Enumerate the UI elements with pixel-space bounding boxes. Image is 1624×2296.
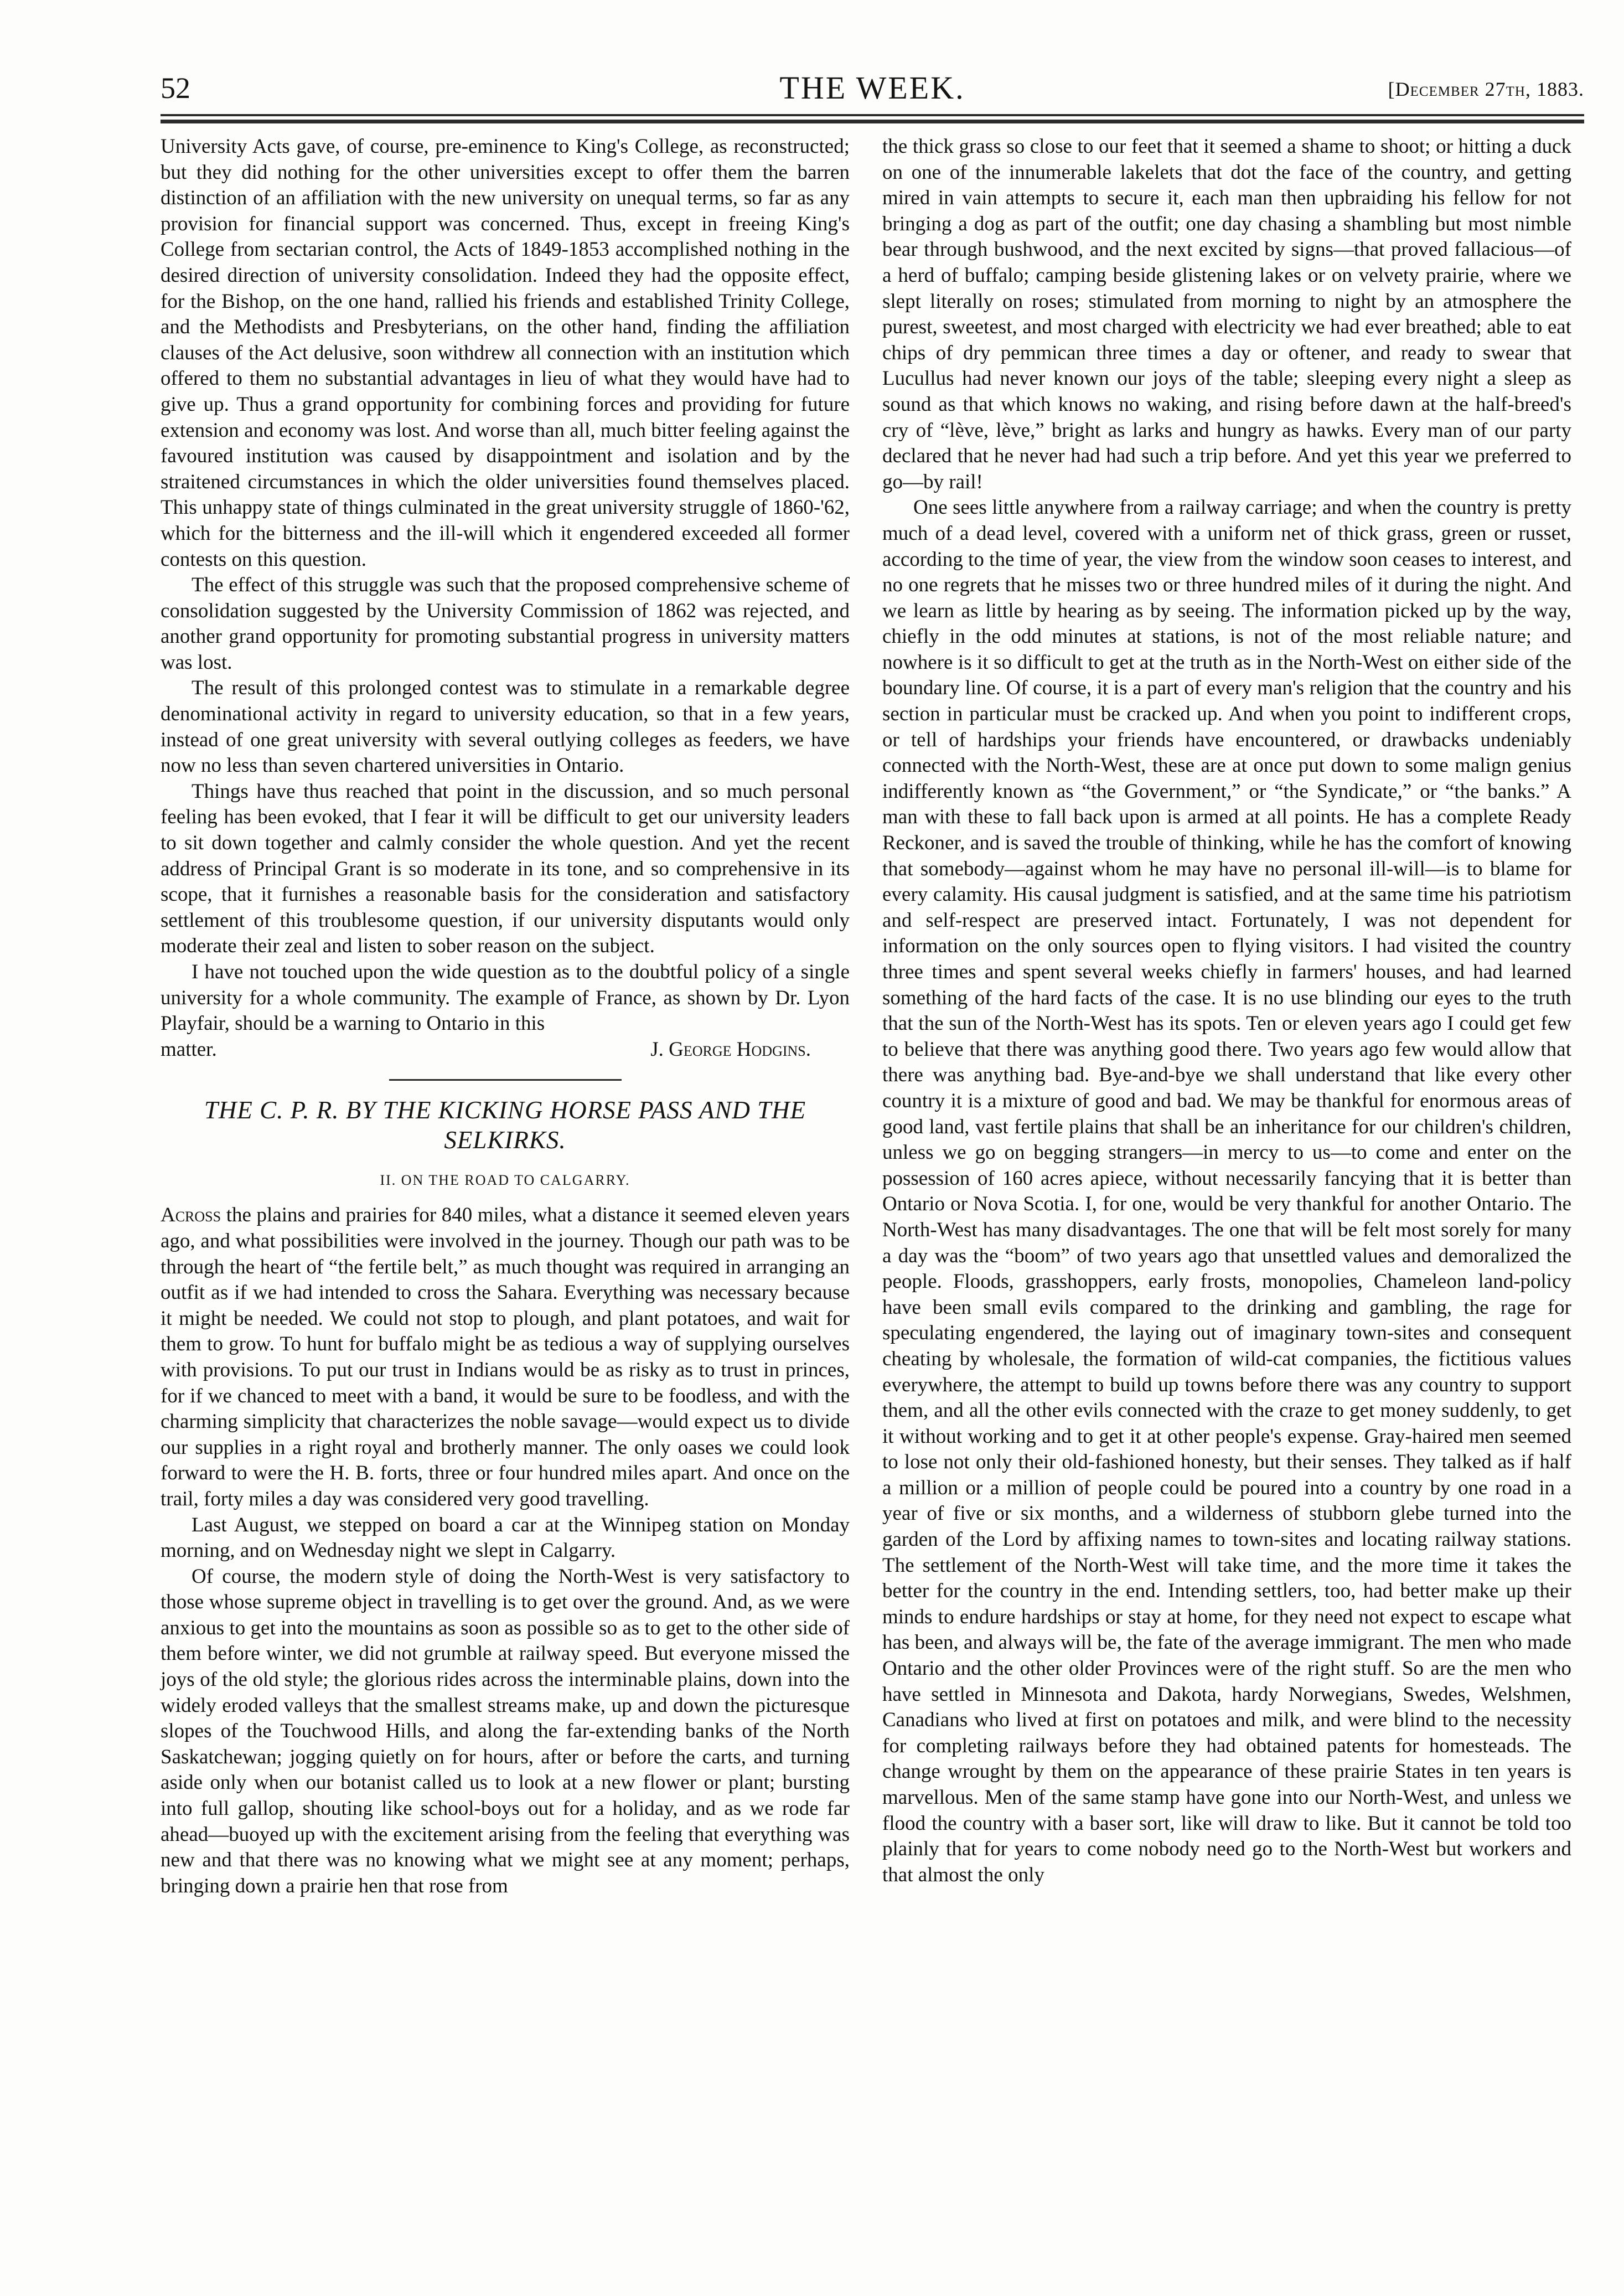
paragraph <box>161 1203 850 1512</box>
article-title: THE C. P. R. BY THE KICKING HORSE PASS AND THE SELKIRKS. <box>204 1096 806 1154</box>
header-rule-thin <box>161 114 1584 116</box>
right-column <box>882 134 1571 1888</box>
article-divider <box>389 1079 622 1081</box>
header-rule-thick <box>161 120 1584 123</box>
paragraph: One sees little anywhere from a railway carriage; and when the country is pretty much of a dead level, covered with a uniform net of thick grass, green or russet, according to the time of year, the view from the window soon ceases to interest, and no one regrets that he misses two or three hundred miles of it during the night. And we learn as little by hearing as by seeing. The information picked up by the way, chiefly in the odd minutes at stations, is not of the most reliable nature; and nowhere is it so difficult to get at the truth as in the North-West on either side of the boundary line. Of course, it is a part of every man's religion that the country and his section in particular must be cracked up. And when you point to indifferent crops, or tell of hardships your friends have encountered, or drawbacks undeniably connected with the North-West, these are at once put down to some malign genius indifferently known as “the Government,” or “the Syndicate,” or “the banks.” A man with these to fall back upon is armed at all points. He has a complete Ready Reckoner, and is saved the trouble of thinking, while he has the comfort of knowing that somebody—against whom he may have no personal ill-will—is to blame for every calamity. His causal judgment is satisfied, and at the same time his patriotism and self-respect are preserved intact. Fortunately, I was not dependent for information on the only sources open to flying visitors. I had visited the country three times and spent several weeks chiefly in farmers' houses, and had learned something of the hard facts of the case. It is no use blinding our eyes to the truth that the sun of the North-West has its spots. Ten or eleven years ago I could get few to believe that there was anything good there. Two years ago few would allow that there was anything bad. Bye-and-bye we shall understand that like every other country it is a mixture of good and bad. We may be thankful for enormous areas of good land, vast fertile plains that shall be an inheritance for our children's children, unless we go on begging strangers—in mercy to us—to come and enter on the possession of 160 acres apiece, without necessarily fancying that it is better than Ontario or Nova Scotia. I, for one, would be very thankful for another Ontario. The North-West has many disadvantages. The one that will be felt most sorely for many a day was the “boom” of two years ago that unsettled values and demoralized the people. Floods, grasshoppers, early frosts, monopolies, Chameleon land-policy have been small evils compared to the drinking and gambling, the rage for speculating engendered, the laying out of imaginary town-sites and consequent cheating by wholesale, the formation of wild-cat companies, the fictitious values everywhere, the attempt to build up towns before there was any country to support them, and all the other evils connected with the craze to get money suddenly, to get it without working and to get it at other people's expense. Gray-haired men seemed to lose not only their old-fashioned honesty, but their senses. They talked as if half a million or a million of people could be poured into a country by one road in a year of five or six months, and a wilderness of stubborn glebe turned into the garden of the Lord by affixing names to town-sites and locating railway stations. The settlement of the North-West will take time, and the more time it takes the better for the country in the end. Intending settlers, too, had better make up their minds to endure hardships or stay at home, for they need not expect to escape what has been, and always will be, the fate of the average immigrant. The men who made Ontario and the other older Provinces were of the right stuff. So are the men who have settled in Minnesota and Dakota, hardy Norwegians, Swedes, Welshmen, Canadians who lived at first on potatoes and milk, and were blind to the necessity for completing railways before they had obtained patents for homesteads. The change wrought by them on the appearance of these prairie States in ten years is marvellous. Men of the same stamp have gone into our North-West, and unless we flood the country with a baser sort, like will draw to like. But it cannot be told too plainly that for years to come nobody need go to the North-West but workers and that almost the only <box>882 496 1571 1886</box>
section-heading: II. ON THE ROAD TO CALGARRY. <box>380 1172 630 1189</box>
paragraph: Of course, the modern style of doing the North-West is very satisfactory to those whose supreme object in travelling is to get over the ground. And, as we were anxious to get into the mountains as soon as possible so as to get to the other side of them before winter, we did not grumble at railway speed. But everyone missed the joys of the old style; the glorious rides across the interminable plains, down into the widely eroded valleys that the smallest streams make, up and down the picturesque slopes of the Touchwood Hills, and along the far-extending banks of the North Saskatchewan; jogging quietly on for hours, after or before the carts, and turning aside only when our botanist called us to look at a new flower or plant; bursting into full gallop, shouting like school-boys out for a holiday, and as we rode far ahead—buoyed up with the excitement arising from the feeling that everything was new and that there was no knowing what we might see at any moment; perhaps, bringing down a prairie hen that rose from <box>161 1565 850 1897</box>
paragraph: Things have thus reached that point in the discussion, and so much personal feeling has been evoked, that I fear it will be difficult to get our university leaders to sit down together and calmly consider the whole question. And yet the recent address of Principal Grant is so moderate in its tone, and so comprehensive in its scope, that it furnishes a reasonable basis for the consideration and satisfactory settlement of this troublesome question, if our university disputants would only moderate their zeal and listen to sober reason on the subject. <box>161 780 850 958</box>
issue-date: [December 27th, 1883. <box>1388 78 1584 100</box>
closing-word: matter. <box>161 1038 217 1061</box>
page-number: 52 <box>161 71 190 105</box>
drop-word: Across <box>161 1204 221 1227</box>
paragraph: I have not touched upon the wide question as to the doubtful policy of a single university for a whole community. The example of France, as shown by Dr. Lyon Playfair, should be a warning to Ontario in this <box>161 961 850 1035</box>
author-signature: J. George Hodgins. <box>650 1038 811 1061</box>
paragraph: University Acts gave, of course, pre-eminence to King's College, as reconstructed; but they did nothing for the other universities except to offer them the barren distinction of an affiliation with the new university on unequal terms, so far as any provision for financial support was concerned. Thus, except in freeing King's College from sectarian control, the Acts of 1849-1853 accomplished nothing in the desired direction of university consolidation. Indeed they had the opposite effect, for the Bishop, on the one hand, rallied his friends and established Trinity College, and the Methodists and Presbyterians, on the other hand, finding the affiliation clauses of the Act delusive, soon withdrew all connection with an institution which offered to them no substantial advantages in lieu of what they would have had to give up. Thus a grand opportunity for combining forces and providing for future extension and economy was lost. And worse than all, much bitter feeling against the favoured institution was caused by disappointment and isolation and by the straitened circumstances in which the older universities found themselves placed. This unhappy state of things culminated in the great university struggle of 1860-'62, which for the bitterness and the ill-will which it engendered exceeded all former contests on this question. <box>161 135 850 571</box>
paragraph-text: the plains and prairies for 840 miles, what a distance it seemed eleven years ago, and what possibilities were involved in the journey. Though our path was to be through the heart of “the fertile belt,” as much thought was required in arranging an outfit as if we had intended to cross the Sahara. Everything was necessary because it might be needed. We could not stop to plough, and plant potatoes, and wait for them to grow. To hunt for buffalo might be as tedious a way of supplying ourselves with provisions. To put our trust in Indians would be as risky as to trust in princes, for if we chanced to meet with a band, it would be sure to be foodless, and with the charming simplicity that characterizes the noble savage—would expect us to divide our supplies in a right royal and brotherly manner. The only oases we could look forward to were the H. B. forts, three or four hundred miles apart. And once on the trail, forty miles a day was considered very good travelling. <box>161 1204 850 1510</box>
paragraph: the thick grass so close to our feet that it seemed a shame to shoot; or hitting a duck on one of the innumerable lakelets that dot the face of the country, and getting mired in vain attempts to secure it, each man then upbraiding his fellow for not bringing a dog as part of the outfit; one day chasing a shambling but most nimble bear through bushwood, and the next excited by signs—that proved fallacious—of a herd of buffalo; camping beside glistening lakes or on velvety prairie, where we slept literally on roses; stimulated from morning to night by an atmosphere the purest, sweetest, and most charged with electricity we had ever breathed; able to eat chips of dry pemmican three times a day or oftener, and ready to swear that Lucullus had never known our joys of the table; sleeping every night a sleep as sound as that which knows no waking, and rising before dawn at the half-breed's cry of “lève, lève,” bright as larks and hungry as hawks. Every man of our party declared that he never had had such a trip before. And yet this year we preferred to go—by rail! <box>882 135 1571 493</box>
paragraph: The result of this prolonged contest was to stimulate in a remarkable degree denominational activity in regard to university education, so that in a few years, instead of one great university with several outlying colleges as feeders, we have now no less than seven chartered universities in Ontario. <box>161 677 850 777</box>
signature-line <box>161 1037 850 1063</box>
paragraph: The effect of this struggle was such that the proposed comprehensive scheme of consolidation suggested by the University Commission of 1862 was rejected, and another grand opportunity for promoting substantial progress in university matters was lost. <box>161 574 850 674</box>
left-column <box>161 134 850 1899</box>
paragraph: Last August, we stepped on board a car at the Winnipeg station on Monday morning, and on Wednesday night we slept in Calgarry. <box>161 1513 850 1562</box>
journal-title: THE WEEK. <box>779 70 965 106</box>
page-header <box>161 71 1584 110</box>
